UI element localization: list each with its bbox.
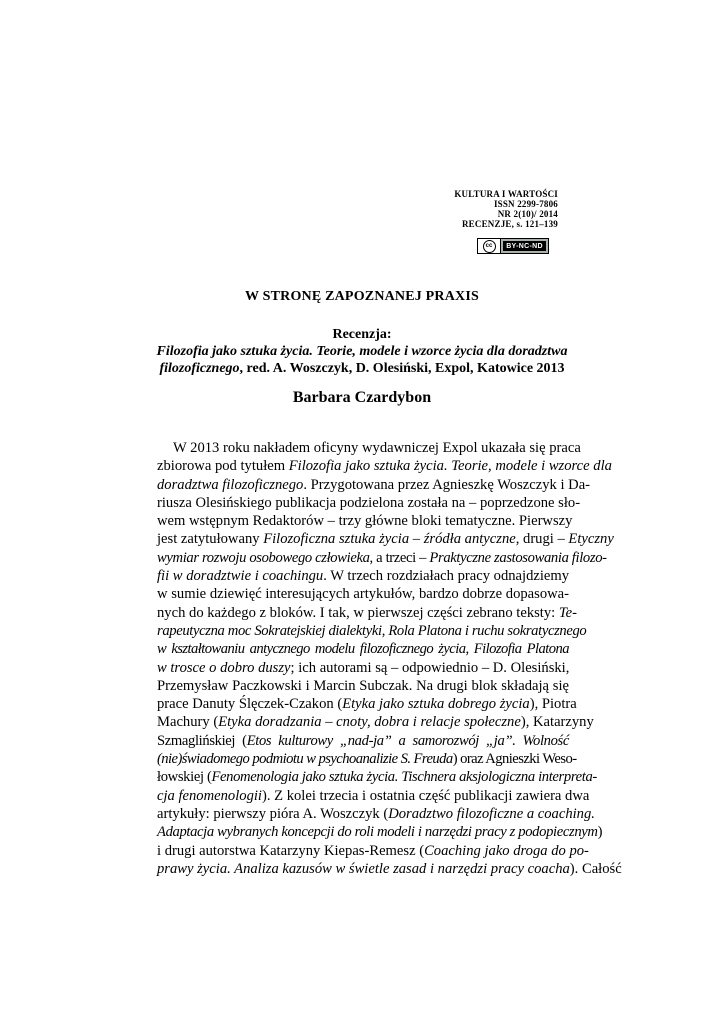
journal-issue: NR 2(10)/ 2014 xyxy=(497,209,558,219)
body-line xyxy=(157,604,577,622)
body-text-run: . Przygotowana przez Agnieszkę Woszczyk i Da- xyxy=(303,476,591,493)
body-line xyxy=(157,622,587,640)
cc-logo-icon xyxy=(478,239,501,253)
italic-text: w trosce o dobro duszy xyxy=(157,659,291,676)
italic-text: Doradztwo filozoficzne a coaching. xyxy=(388,805,595,822)
body-line xyxy=(157,823,603,841)
body-line xyxy=(157,439,581,457)
body-text-run: Machury ( xyxy=(157,714,219,731)
body-text-run: łowskiej ( xyxy=(157,769,212,786)
italic-text: Etos kulturowy „nad-ja” a samorozwój „ja”. Wolność xyxy=(246,732,569,749)
review-book-title-end: filozoficznego xyxy=(159,361,240,376)
italic-text: cja fenomenologii xyxy=(157,787,262,804)
body-line xyxy=(157,659,569,677)
body-text-run: artykuły: pierwszy pióra A. Woszczyk ( xyxy=(157,805,389,822)
body-text-run: prace Danuty Ślęczek-Czakon ( xyxy=(157,696,343,713)
journal-info xyxy=(358,189,558,229)
body-text-run: , drugi – xyxy=(515,531,569,548)
body-line xyxy=(157,494,581,512)
cc-logo-label: cc xyxy=(483,240,496,253)
italic-text: Te- xyxy=(558,604,577,621)
body-text-run: , a trzeci – xyxy=(369,549,430,566)
body-text-run: Przemysław Paczkowski i Marcin Subczak. Na drugi blok składają się xyxy=(157,677,569,694)
italic-text: Filozoficzna sztuka życia – źródła antyczne xyxy=(263,531,516,548)
body-line xyxy=(157,457,612,475)
review-book-details: , red. A. Woszczyk, D. Olesiński, Expol, Katowice 2013 xyxy=(239,361,565,376)
body-text-run: nych do każdego z bloków. I tak, w pierwszej części zebrano teksty: xyxy=(157,604,559,621)
body-text-run: zbiorowa pod tytułem xyxy=(157,458,289,475)
italic-text: prawy życia. Analiza kazusów w świetle zasad i narzędzi pracy coacha xyxy=(157,860,570,877)
body-text-run: , xyxy=(381,622,389,639)
body-text-run: riusza Olesińskiego publikacja podzielona została na – poprzedzone sło- xyxy=(157,494,581,511)
body-line xyxy=(157,640,569,658)
italic-text: Etyka doradzania – cnoty, dobra i relacje społeczne xyxy=(218,714,521,731)
italic-text: Adaptacja wybranych koncepcji do roli modeli i narzędzi pracy z podopiecznym xyxy=(157,824,598,841)
body-text-run: ; ich autorami są – odpowiednio – D. Olesiński, xyxy=(290,659,570,676)
body-line xyxy=(157,842,589,860)
article-author: Barbara Czardybon xyxy=(292,389,432,406)
journal-issn: ISSN 2299-7806 xyxy=(493,199,558,209)
body-text-run: ) oraz Agnieszki Weso- xyxy=(452,751,577,768)
cc-license-badge[interactable] xyxy=(477,238,549,254)
body-line xyxy=(157,567,569,585)
journal-name: KULTURA I WARTOŚCI xyxy=(454,189,558,199)
italic-text: Praktyczne zastosowania filozo- xyxy=(429,549,607,566)
body-text-run: i drugi autorstwa Katarzyny Kiepas-Remesz ( xyxy=(157,842,425,859)
review-label: Recenzja: xyxy=(332,327,392,342)
body-line xyxy=(157,585,569,603)
italic-text: wymiar rozwoju osobowego człowieka xyxy=(157,549,370,566)
body-text-run: w sumie dziewięć interesujących artykułów, bardzo dobrze dopasowa- xyxy=(157,586,569,603)
italic-text: Etyka jako sztuka dobrego życia xyxy=(342,696,530,713)
review-book-title-line1: Filozofia jako sztuka życia. Teorie, modele i wzorce życia dla doradztwa xyxy=(156,344,568,359)
body-line xyxy=(157,805,595,823)
body-line xyxy=(157,750,577,768)
body-text-run: jest zatytułowany xyxy=(157,531,264,548)
article-body xyxy=(157,439,622,878)
cc-license-text: BY-NC-ND xyxy=(503,241,546,251)
review-book-title-line2 xyxy=(0,360,724,377)
body-text-run: ) xyxy=(597,824,603,841)
body-text-run: ), Piotra xyxy=(529,696,577,713)
body-text-run: ), Katarzyny xyxy=(520,714,594,731)
body-line xyxy=(157,677,569,695)
article-title: W STRONĘ ZAPOZNANEJ PRAXIS xyxy=(244,289,480,304)
body-line xyxy=(157,695,577,713)
italic-text: rapeutyczna moc Sokratejskiej dialektyki xyxy=(157,622,382,639)
body-text-run: wem wstępnym Redaktorów – trzy główne bloki tematyczne. Pierwszy xyxy=(157,513,573,530)
body-line xyxy=(157,860,622,878)
journal-section: RECENZJE, s. 121–139 xyxy=(461,219,558,229)
body-line xyxy=(157,768,597,786)
body-text-run: Szmaglińskiej ( xyxy=(157,732,247,749)
italic-text: Filozofia Platona xyxy=(473,641,569,658)
body-line xyxy=(157,713,594,731)
italic-text: Filozofia jako sztuka życia. Teorie, modele i wzorce dla xyxy=(288,458,612,475)
italic-text: fii w doradztwie i coachingu xyxy=(157,568,324,585)
body-line xyxy=(157,732,569,750)
italic-text: (nie)świadomego podmiotu w psychoanalizie S. Freuda xyxy=(157,751,453,768)
italic-text: Rola Platona i ruchu sokratycznego xyxy=(388,622,587,639)
italic-text: Coaching jako droga do po- xyxy=(424,842,589,859)
italic-text: Etyczny xyxy=(568,531,614,548)
body-text-run: ). Z kolei trzecia i ostatnia część publikacji zawiera dwa xyxy=(261,787,590,804)
body-text-run: W 2013 roku nakładem oficyny wydawniczej Expol ukazała się praca xyxy=(173,440,581,456)
body-line xyxy=(157,549,607,567)
body-line xyxy=(157,512,573,530)
italic-text: Fenomenologia jako sztuka życia. Tischnera aksjologiczna interpreta- xyxy=(211,769,597,786)
body-line xyxy=(157,530,614,548)
review-heading xyxy=(0,326,724,377)
body-line xyxy=(157,476,591,494)
body-text-run: , xyxy=(465,641,474,658)
body-text-run: . W trzech rozdziałach pracy odnajdziemy xyxy=(323,568,570,585)
italic-text: w kształtowaniu antycznego modelu filozoficznego życia xyxy=(157,641,466,658)
body-text-run: ). Całość xyxy=(569,860,622,877)
italic-text: doradztwa filozoficznego xyxy=(157,476,304,493)
body-line xyxy=(157,787,590,805)
